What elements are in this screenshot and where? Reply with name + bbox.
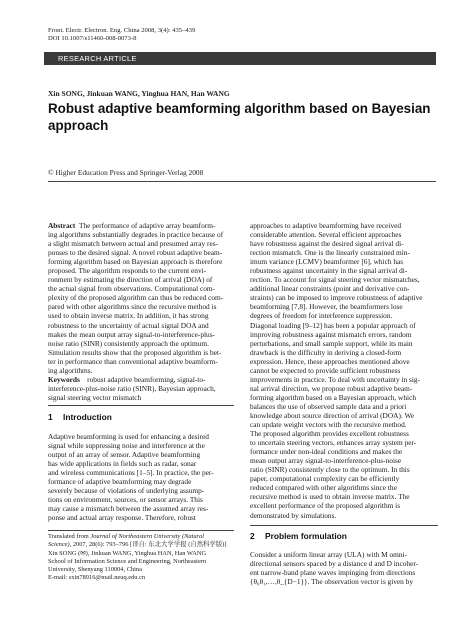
header-divider	[48, 181, 436, 182]
body-line: imum variance (LCMV) beamformer [6], which has	[250, 257, 404, 267]
title-line: Robust adaptive beamforming algorithm based on Bayesian	[48, 101, 431, 116]
footnote-line: Translated from Journal of Northeastern University (Natural	[48, 533, 204, 540]
body-line: expression. Hence, these approaches mentioned above	[250, 356, 410, 366]
author-list: Xin SONG, Jinkuan WANG, Yinghua HAN, Han WANG	[48, 89, 230, 98]
body-line: formance under non-ideal conditions and makes the	[250, 447, 403, 457]
abstract-line: a slight mismatch between actual and presumed array res-	[48, 239, 219, 249]
footnote-divider	[48, 530, 234, 531]
body-line: degrees of freedom for interference suppression.	[250, 311, 393, 321]
abstract-line: proposed. The algorithm responds to the current envi-	[48, 266, 207, 276]
footnote-line: University, Shenyang 110004, China	[48, 565, 142, 573]
title-line: approach	[48, 117, 109, 133]
abstract-line: noise ratio (SINR) consistently approach the optimum.	[48, 338, 209, 348]
body-line: additional linear constraints (point and derivative con-	[250, 284, 410, 294]
footnote-line: Xin SONG (✉), Jinkuan WANG, Yinghua HAN, Han WANG	[48, 550, 207, 558]
body-line: considerable attention. Several efficient approaches	[250, 230, 402, 240]
problem-formulation-body	[250, 550, 438, 586]
abstract-line: Abstract The performance of adaptive array beamform-	[48, 221, 216, 230]
body-line: robustness against uncertainty in the signal arrival di-	[250, 266, 408, 276]
abstract-line: used to obtain inverse matrix. In addition, it has strong	[48, 311, 209, 321]
body-line: has wide applications in fields such as radar, sonar	[48, 459, 197, 469]
body-line: have robustness against the desired signal arrival di-	[250, 239, 404, 249]
copyright-notice: © Higher Education Press and Springer-Verlag 2008	[48, 168, 204, 177]
body-line: excellent performance of the proposed algorithm is	[250, 501, 401, 511]
body-line: can update weight vectors with the recursive method.	[250, 420, 407, 430]
section-number: 2	[250, 531, 255, 541]
body-line: paper, computational complexity can be efficiently	[250, 474, 400, 484]
section-divider	[48, 405, 234, 406]
body-line: tions on environment, sources, or sensor arrays. This	[48, 495, 203, 505]
body-line: and wireless communications [1–5]. In practice, the per-	[48, 468, 214, 478]
body-line: {θ₀θ₁,…,θ_{D−1}}. The observation vector is given by	[250, 577, 414, 587]
paper-title	[48, 101, 438, 134]
keywords-line: Keywords robust adaptive beamforming, signal-to-	[48, 375, 206, 384]
abstract-line: ponses to the desired signal. A novel robust adaptive beam-	[48, 248, 223, 258]
abstract-line: forming algorithm based on Bayesian approach is therefore	[48, 257, 223, 267]
abstract-line: pared with other algorithms since the recursive method is	[48, 302, 217, 312]
body-line: The proposed algorithm provides excellent robustness	[250, 429, 409, 439]
body-line: output of an array of sensor. Adaptive beamforming	[48, 450, 201, 460]
keywords-line: signal steering vector mismatch	[48, 393, 142, 403]
body-line: ponse and actual array response. Therefore, robust	[48, 513, 196, 523]
body-line: balances the use of observed sample data and a priori	[250, 401, 407, 411]
section-divider	[250, 525, 438, 526]
section-heading-introduction	[48, 412, 112, 422]
footnote-line: School of Information Science and Engineering, Northeastern	[48, 558, 207, 566]
abstract-line: robustness to the uncertainty of actual signal DOA and	[48, 320, 209, 330]
article-type-banner: RESEARCH ARTICLE	[44, 52, 436, 65]
body-line: Diagonal loading [9–12] has been a popular approach of	[250, 320, 416, 330]
body-line: mean output array signal-to-interference-plus-noise	[250, 456, 402, 466]
body-line: nal arrival direction, we propose robust adaptive beam-	[250, 383, 413, 393]
section-title: Problem formulation	[265, 531, 347, 541]
abstract-line: ing algorithms.	[48, 365, 93, 375]
body-line: straints) can be imposed to improve robustness of adaptive	[250, 293, 423, 303]
abstract-block	[48, 221, 234, 375]
body-line: formance of adaptive beamforming may degrade	[48, 477, 192, 487]
abstract-line: ronment by estimating the direction of arrival (DOA) of	[48, 275, 213, 285]
doi-line: DOI 10.1007/s11460-008-0073-8	[48, 35, 137, 43]
body-line: recursive method is used to obtain inverse matrix. The	[250, 492, 410, 502]
body-line: improvements in practice. To deal with uncertainty in sig-	[250, 374, 421, 384]
body-line: rection mismatch. One is the linearly constrained min-	[250, 248, 410, 258]
body-line: Consider a uniform linear array (ULA) with M omni-	[250, 550, 408, 559]
body-line: ratio (SINR) consistently close to the optimum. In this	[250, 465, 410, 475]
body-line: drawback is the difficulty in deriving a closed-form	[250, 347, 402, 357]
body-line: knowledge about source direction of arrival (DOA). We	[250, 410, 415, 420]
body-line: forming algorithm based on a Bayesian approach, which	[250, 392, 417, 402]
body-line: cannot be expected to provide sufficient robustness	[250, 365, 401, 375]
keywords-line: interference-plus-noise ratio (SINR), Bayesian approach,	[48, 384, 216, 394]
body-line: rection. To account for signal steering vector mismatches,	[250, 275, 420, 285]
body-line: may cause a mismatch between the assumed array res-	[48, 504, 209, 514]
body-line: approaches to adaptive beamforming have received	[250, 221, 402, 230]
abstract-line: ing algorithms substantially degrades in practice because of	[48, 230, 224, 240]
footnote-block	[48, 533, 236, 581]
body-line: signal while suppressing noise and interference at the	[48, 441, 205, 451]
abstract-line: makes the mean output array signal-to-interference-plus-	[48, 329, 216, 339]
body-line: to uncertain steering vectors, enhances array system per-	[250, 438, 417, 448]
body-line: demonstrated by simulations.	[250, 510, 337, 520]
introduction-continued	[250, 221, 438, 520]
body-line: Adaptive beamforming is used for enhancing a desired	[48, 432, 209, 441]
journal-line: Front. Electr. Electron. Eng. China 2008, 3(4): 435–439	[48, 27, 196, 34]
body-line: severely because of violations of underlying assump-	[48, 486, 205, 496]
journal-citation	[48, 27, 195, 43]
body-line: directional sensors spaced by a distance d and D incoher-	[250, 559, 419, 569]
keywords-block	[48, 375, 234, 402]
body-line: ent narrow-band plane waves impinging from directions	[250, 568, 416, 578]
abstract-line: Simulation results show that the proposed algorithm is bet-	[48, 347, 222, 357]
abstract-line: the actual signal from observations. Computational com-	[48, 284, 216, 294]
abstract-line: plexity of the proposed algorithm can thus be reduced com-	[48, 293, 224, 303]
body-line: improving robustness against mismatch errors, random	[250, 329, 412, 339]
body-line: beamforming [7,8]. However, the beamformers lose	[250, 302, 403, 312]
abstract-line: ter in performance than conventional adaptive beamform-	[48, 356, 218, 366]
footnote-line: E-mail: sxin78916@mail.neuq.edu.cn	[48, 573, 146, 581]
section-heading-problem-formulation	[250, 531, 347, 541]
section-number: 1	[48, 412, 53, 422]
abstract-label: Abstract	[48, 221, 76, 230]
body-line: reduced compared with other algorithms since the	[250, 483, 397, 493]
introduction-body	[48, 432, 234, 522]
body-line: perturbations, and small sample support, while its main	[250, 338, 413, 348]
section-title: Introduction	[63, 412, 112, 422]
footnote-line: Science), 2007, 28(6): 793–796 [译自: 东北大学学报 (自然科学版)]	[48, 540, 227, 548]
keywords-label: Keywords	[48, 375, 80, 384]
